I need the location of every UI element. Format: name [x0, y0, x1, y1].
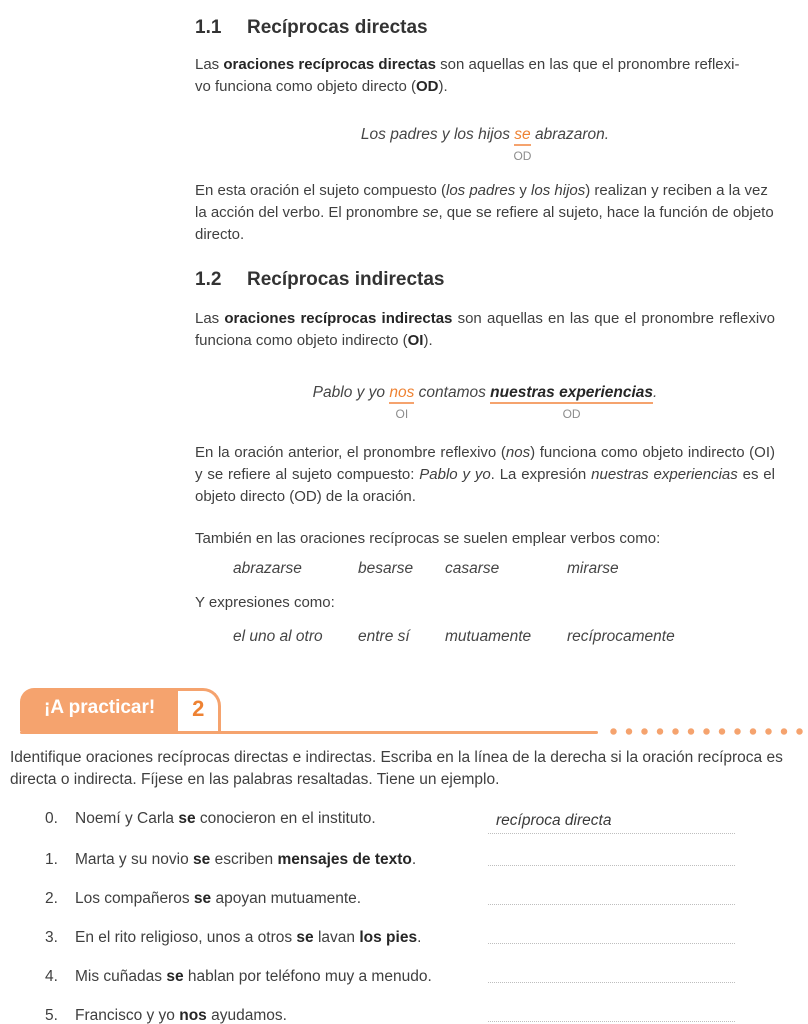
grammar-function-label: OD — [562, 407, 581, 421]
labeled-word: nos OI — [389, 384, 415, 421]
item-sentence: Marta y su novio se escriben mensajes de texto. — [75, 851, 417, 868]
practice-badge-label: ¡A practicar! — [20, 688, 175, 731]
practice-badge — [20, 688, 221, 731]
grammar-function-label: OI — [395, 407, 409, 421]
practice-banner — [10, 688, 798, 734]
item-number: 4. — [45, 968, 58, 985]
exercise-instructions: Identifique oraciones recíprocas directas e indirectas. Escriba en la línea de la derecha si la oración recíproca es directa o indirecta. Fíjese en las palabras resaltadas. Tiene un ejemplo. — [10, 749, 783, 788]
item-sentence: Mis cuñadas se hablan por teléfono muy a menudo. — [75, 968, 432, 985]
paragraph-directas-intro: Las oraciones recíprocas directas son aquellas en las que el pronombre reflexi- vo funciona como objeto directo (OD). — [195, 56, 740, 95]
expression-item: recíprocamente — [567, 628, 675, 645]
exercise-list — [10, 808, 798, 1024]
exercise-item-4 — [45, 962, 735, 988]
item-sentence: Francisco y yo nos ayudamos. — [75, 1007, 287, 1024]
answer-line: recíproca directa — [488, 810, 735, 834]
exercise-item-1 — [45, 845, 735, 871]
section-heading-1-1 — [195, 16, 775, 40]
expression-item: entre sí — [358, 628, 410, 645]
answer-line — [488, 964, 735, 983]
expression-item: el uno al otro — [233, 628, 323, 645]
example-sentence-directa: Los padres y los hijos se OD abrazaron. — [360, 126, 610, 163]
banner-rule — [20, 731, 598, 734]
exercise-item-5 — [45, 1001, 735, 1024]
item-number: 2. — [45, 890, 58, 907]
verb-item: mirarse — [567, 560, 619, 577]
item-number: 0. — [45, 810, 58, 827]
section-number: 1.1 — [195, 17, 222, 38]
item-number: 3. — [45, 929, 58, 946]
item-sentence: Los compañeros se apoyan mutuamente. — [75, 890, 362, 907]
expression-item: mutuamente — [445, 628, 532, 645]
banner-dots-decoration — [610, 728, 806, 736]
paragraph-indirectas-intro: Las oraciones recíprocas indirectas son aquellas en las que el pronombre reflexivo funciona como objeto indirecto (OI). — [195, 310, 775, 349]
section-title: Recíprocas indirectas — [247, 269, 445, 290]
verb-item: casarse — [445, 560, 500, 577]
verbs-intro: También en las oraciones recíprocas se suelen emplear verbos como: — [195, 530, 661, 547]
section-title: Recíprocas directas — [247, 17, 428, 38]
expressions-intro: Y expresiones como: — [195, 594, 335, 611]
labeled-word: se OD — [513, 126, 532, 163]
grammar-function-label: OD — [513, 149, 532, 163]
paragraph-indirectas-explanation: En la oración anterior, el pronombre reflexivo (nos) funciona como objeto indirecto (OI) y se refiere al sujeto compuesto: Pablo y yo. La expresión nuestras experiencias es el objeto directo (OD) de la oración. — [195, 444, 775, 505]
practice-section — [0, 688, 808, 1024]
verb-item: besarse — [358, 560, 414, 577]
item-number: 1. — [45, 851, 58, 868]
item-sentence: Noemí y Carla se conocieron en el instituto. — [75, 810, 376, 827]
section-heading-1-2 — [195, 268, 775, 292]
item-sentence: En el rito religioso, unos a otros se lavan los pies. — [75, 929, 422, 946]
exercise-item-3 — [45, 923, 735, 949]
verb-item: abrazarse — [233, 560, 302, 577]
practice-badge-number: 2 — [175, 688, 221, 731]
answer-line — [488, 886, 735, 905]
example-sentence-indirecta: Pablo y yo nos OI contamos nuestras experiencias OD . — [312, 384, 658, 421]
answer-line — [488, 847, 735, 866]
item-number: 5. — [45, 1007, 58, 1024]
labeled-word: nuestras experiencias OD — [490, 384, 654, 421]
exercise-item-2 — [45, 884, 735, 910]
answer-line — [488, 925, 735, 944]
verb-list — [195, 558, 775, 580]
answer-line — [488, 1003, 735, 1022]
expression-list — [195, 626, 775, 648]
exercise-item-0 — [45, 808, 735, 832]
paragraph-directas-explanation: En esta oración el sujeto compuesto (los padres y los hijos) realizan y reciben a la vez la acción del verbo. El pronombre se, que se refiere al sujeto, hace la función de objeto directo. — [195, 182, 774, 243]
section-number: 1.2 — [195, 269, 222, 290]
